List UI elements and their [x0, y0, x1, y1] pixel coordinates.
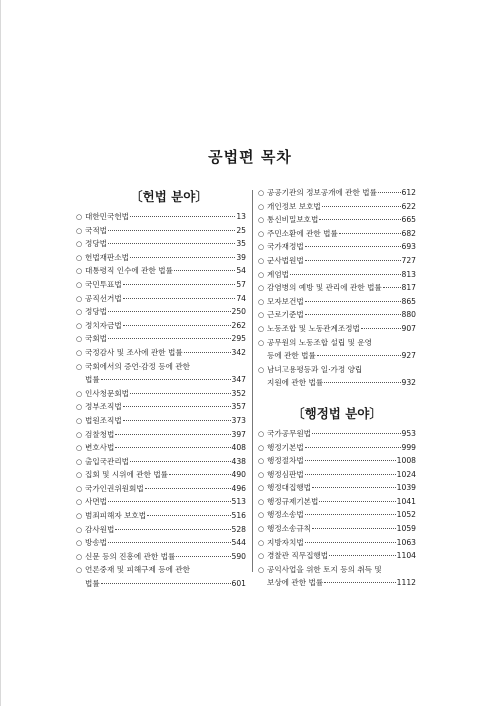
toc-entry-title: 행정대집행법 [267, 483, 312, 493]
toc-entry [76, 536, 246, 550]
bullet-circle-icon: ○ [76, 348, 83, 357]
toc-entry-title: 행정절차법 [267, 456, 304, 466]
toc-entry [258, 481, 416, 495]
bullet-circle-icon: ○ [258, 365, 265, 374]
toc-entry [258, 508, 416, 522]
toc-entry [76, 400, 246, 414]
toc-entry-title: 범죄피해자 보호법 [85, 511, 147, 521]
bullet-circle-icon: ○ [76, 444, 83, 453]
toc-entry [76, 482, 246, 496]
toc-entry-page: 1039 [396, 483, 416, 493]
section-heading-administrative: 〔행정법 분야〕 [292, 405, 382, 421]
dot-leader [305, 460, 396, 461]
toc-entry [76, 278, 246, 292]
page-title: 공법편 목차 [208, 148, 292, 166]
toc-entry-title: 인사청문회법 [85, 388, 130, 398]
toc-entry [76, 210, 246, 224]
bullet-circle-icon: ○ [258, 229, 265, 238]
toc-entry-title: 공직선거법 [85, 293, 122, 303]
toc-entry-title: 출입국관리법 [85, 456, 130, 466]
toc-entry [76, 563, 246, 577]
toc-entry-page: 408 [231, 443, 246, 453]
bullet-circle-icon: ○ [258, 484, 265, 493]
toc-entry [258, 200, 416, 214]
toc-entry-page: 880 [401, 310, 416, 320]
toc-entry-page: 373 [231, 415, 246, 425]
toc-entry [76, 305, 246, 319]
bullet-circle-icon: ○ [258, 443, 265, 452]
toc-entry [76, 251, 246, 265]
dot-leader [108, 338, 230, 339]
bullet-circle-icon: ○ [76, 566, 83, 575]
toc-entry-page: 927 [401, 351, 416, 361]
toc-entry-title: 국적법 [85, 225, 108, 235]
toc-entry-page: 622 [401, 201, 416, 211]
bullet-circle-icon: ○ [258, 216, 265, 225]
toc-entry-title: 사면법 [85, 497, 108, 507]
toc-entry-page: 817 [401, 283, 416, 293]
bullet-circle-icon: ○ [258, 511, 265, 520]
toc-entry-title: 검찰청법 [85, 429, 115, 439]
dot-leader [115, 529, 230, 530]
dot-leader [305, 246, 401, 247]
toc-entry-title: 정부조직법 [85, 402, 122, 412]
bullet-circle-icon: ○ [76, 389, 83, 398]
bullet-circle-icon: ○ [76, 213, 83, 221]
dot-leader [319, 501, 395, 502]
dot-leader [123, 406, 231, 407]
toc-entry-title: 행정소송규칙 [267, 524, 312, 534]
toc-entry [76, 550, 246, 564]
toc-entry-title: 국가공무원법 [267, 428, 312, 438]
column-divider [252, 190, 253, 572]
toc-entry-page: 528 [231, 524, 246, 534]
dot-leader [305, 514, 396, 515]
toc-entry [258, 576, 416, 590]
bullet-circle-icon: ○ [76, 512, 83, 521]
toc-entry-page: 74 [236, 293, 246, 303]
dot-leader [108, 501, 230, 502]
toc-entry-page: 612 [401, 188, 416, 197]
toc-entry [258, 549, 416, 563]
toc-entry [258, 376, 416, 390]
toc-entry-title: 지원에 관한 법률 [267, 378, 324, 388]
dot-leader [130, 461, 230, 462]
bullet-circle-icon: ○ [258, 338, 265, 347]
toc-entry [258, 295, 416, 309]
toc-entry-title: 경찰관 직무집행법 [267, 551, 329, 561]
toc-entry-title: 통신비밀보호법 [267, 215, 319, 225]
toc-entry-title: 정치자금법 [85, 320, 122, 330]
dot-leader [319, 219, 400, 220]
toc-entry-title: 행정소송법 [267, 510, 304, 520]
bullet-circle-icon: ○ [76, 525, 83, 534]
bullet-circle-icon: ○ [258, 538, 265, 547]
toc-entry [258, 468, 416, 482]
toc-entry-title: 국정감사 및 조사에 관한 법률 [85, 347, 183, 357]
toc-entry [258, 213, 416, 227]
toc-entry-title: 계엄법 [267, 269, 290, 279]
toc-entry-title: 언론중재 및 피해구제 등에 관한 [85, 565, 191, 575]
toc-entry-title: 법률 [85, 375, 100, 385]
toc-entry [258, 227, 416, 241]
toc-entry-page: 1052 [396, 510, 416, 520]
toc-entry-title: 국가재정법 [267, 242, 304, 252]
toc-entry-page: 727 [401, 255, 416, 265]
toc-entry-title: 행정기본법 [267, 442, 304, 452]
dot-leader [312, 487, 396, 488]
toc-entry-page: 342 [231, 347, 246, 357]
dot-leader [108, 243, 235, 244]
toc-entry-title: 공공기관의 정보공개에 관한 법률 [267, 188, 377, 197]
toc-entry-page: 25 [236, 225, 246, 235]
bullet-circle-icon: ○ [258, 457, 265, 466]
toc-entry [76, 495, 246, 509]
toc-entry-page: 1104 [396, 551, 416, 561]
toc-entry-title: 대한민국헌법 [85, 212, 130, 221]
bullet-circle-icon: ○ [76, 308, 83, 317]
dot-leader [290, 274, 400, 275]
toc-entry-page: 39 [236, 252, 246, 262]
bullet-circle-icon: ○ [76, 362, 83, 371]
bullet-circle-icon: ○ [258, 311, 265, 320]
bullet-circle-icon: ○ [76, 335, 83, 344]
dot-leader [361, 328, 401, 329]
left-column [76, 186, 246, 591]
toc-entry-page: 262 [231, 320, 246, 330]
toc-entry-title: 신문 등의 진흥에 관한 법률 [85, 551, 176, 561]
bullet-circle-icon: ○ [258, 470, 265, 479]
bullet-circle-icon: ○ [258, 297, 265, 306]
toc-entry-page: 250 [231, 307, 246, 317]
dot-leader [324, 382, 400, 383]
toc-entry [258, 268, 416, 282]
dot-leader [108, 542, 230, 543]
toc-entry-title: 근로기준법 [267, 310, 304, 320]
toc-entry-title: 남녀고용평등과 일·가정 양립 [267, 364, 363, 374]
toc-entry-title: 대통령직 인수에 관한 법률 [85, 266, 173, 276]
toc-entry-title: 감사원법 [85, 524, 115, 534]
toc-entry-page: 357 [231, 402, 246, 412]
toc-entry [258, 336, 416, 350]
bullet-circle-icon: ○ [258, 525, 265, 534]
dot-leader [305, 447, 401, 448]
toc-entry-page: 57 [236, 279, 246, 289]
toc-entry-page: 438 [231, 456, 246, 466]
toc-entry [76, 428, 246, 442]
toc-entry-title: 정당법 [85, 239, 108, 249]
toc-entry [76, 523, 246, 537]
bullet-circle-icon: ○ [76, 416, 83, 425]
bullet-circle-icon: ○ [76, 498, 83, 507]
toc-entry [76, 387, 246, 401]
toc-entry-page: 682 [401, 228, 416, 238]
toc-entry [258, 254, 416, 268]
toc-entry-page: 397 [231, 429, 246, 439]
toc-entry-title: 행정심판법 [267, 469, 304, 479]
toc-entry-page: 1041 [396, 496, 416, 506]
toc-entry [258, 563, 416, 577]
bullet-circle-icon: ○ [258, 324, 265, 333]
dot-leader [305, 260, 401, 261]
bullet-circle-icon: ○ [258, 256, 265, 265]
toc-entry-title: 공익사업을 위한 토지 등의 취득 및 [267, 564, 382, 574]
toc-list-administrative [258, 427, 416, 590]
section-heading-constitutional: 〔헌법 분야〕 [130, 189, 208, 204]
bullet-circle-icon: ○ [258, 552, 265, 561]
toc-entry-page: 295 [231, 334, 246, 344]
dot-leader [115, 434, 230, 435]
toc-entry-page: 953 [401, 428, 416, 438]
toc-entry-title: 보상에 관한 법률 [267, 578, 324, 588]
bullet-circle-icon: ○ [258, 429, 265, 438]
dot-leader [305, 301, 401, 302]
toc-entry-title: 국회에서의 증언·감정 등에 관한 [85, 361, 191, 371]
toc-list-constitutional [76, 210, 246, 591]
toc-entry-title: 변호사법 [85, 443, 115, 453]
toc-entry [76, 414, 246, 428]
dot-leader [174, 270, 235, 271]
toc-entry [258, 322, 416, 336]
toc-entry [76, 224, 246, 238]
dot-leader [130, 216, 235, 217]
dot-leader [312, 528, 396, 529]
dot-leader [317, 355, 401, 356]
bullet-circle-icon: ○ [258, 270, 265, 279]
toc-entry-page: 490 [231, 470, 246, 480]
toc-entry [76, 577, 246, 591]
toc-entry-title: 법률 [85, 579, 100, 589]
dot-leader [108, 311, 230, 312]
dot-leader [147, 515, 230, 516]
dot-leader [123, 284, 236, 285]
toc-entry [258, 454, 416, 468]
toc-entry [258, 281, 416, 295]
dot-leader [305, 474, 396, 475]
toc-entry-page: 516 [231, 511, 246, 521]
toc-entry [258, 186, 416, 200]
bullet-circle-icon: ○ [76, 539, 83, 548]
toc-entry-title: 노동조합 및 노동관계조정법 [267, 323, 360, 333]
toc-entry [76, 441, 246, 455]
dot-leader [329, 555, 396, 556]
dot-leader [339, 233, 401, 234]
toc-entry-page: 35 [236, 239, 246, 249]
toc-entry-page: 13 [236, 212, 246, 221]
toc-entry-title: 헌법재판소법 [85, 252, 130, 262]
dot-leader [169, 474, 230, 475]
toc-entry-page: 907 [401, 323, 416, 333]
dot-leader [115, 447, 230, 448]
toc-entry-title: 행정규제기본법 [267, 496, 319, 506]
toc-entry-page: 590 [231, 551, 246, 561]
dot-leader [101, 583, 231, 584]
toc-entry-page: 665 [401, 215, 416, 225]
toc-entry [76, 319, 246, 333]
bullet-circle-icon: ○ [76, 403, 83, 412]
bullet-circle-icon: ○ [76, 552, 83, 561]
bullet-circle-icon: ○ [76, 226, 83, 235]
toc-entry-page: 496 [231, 483, 246, 493]
toc-entry [258, 349, 416, 363]
bullet-circle-icon: ○ [258, 202, 265, 211]
toc-entry [76, 264, 246, 278]
bullet-circle-icon: ○ [258, 497, 265, 506]
toc-entry-title: 지방자치법 [267, 537, 304, 547]
toc-entry-title: 국회법 [85, 334, 108, 344]
bullet-circle-icon: ○ [76, 267, 83, 276]
bullet-circle-icon: ○ [76, 240, 83, 249]
dot-leader [145, 488, 231, 489]
toc-entry-page: 352 [231, 388, 246, 398]
toc-entry-title: 모자보건법 [267, 296, 304, 306]
toc-entry-page: 693 [401, 242, 416, 252]
toc-entry [258, 240, 416, 254]
toc-entry-page: 865 [401, 296, 416, 306]
dot-leader [184, 352, 231, 353]
dot-leader [101, 379, 231, 380]
toc-entry [76, 360, 246, 374]
toc-entry [258, 363, 416, 377]
toc-entry [76, 346, 246, 360]
toc-entry-title: 군사법원법 [267, 255, 304, 265]
toc-entry-page: 1059 [396, 524, 416, 534]
toc-entry-page: 601 [231, 579, 246, 589]
dot-leader [123, 298, 236, 299]
bullet-circle-icon: ○ [76, 294, 83, 303]
dot-leader [123, 420, 231, 421]
dot-leader [305, 314, 401, 315]
toc-entry [76, 373, 246, 387]
toc-entry-title: 국가인권위원회법 [85, 483, 144, 493]
dot-leader [312, 433, 400, 434]
bullet-circle-icon: ○ [258, 189, 265, 197]
dot-leader [305, 542, 396, 543]
toc-entry-page: 1008 [396, 456, 416, 466]
dot-leader [123, 325, 231, 326]
toc-entry [258, 522, 416, 536]
bullet-circle-icon: ○ [76, 280, 83, 289]
right-column [258, 186, 416, 590]
toc-entry-title: 방송법 [85, 538, 108, 548]
toc-entry-page: 544 [231, 538, 246, 548]
toc-entry-title: 법원조직법 [85, 415, 122, 425]
bullet-circle-icon: ○ [76, 484, 83, 493]
toc-entry [76, 292, 246, 306]
bullet-circle-icon: ○ [258, 243, 265, 252]
toc-entry [258, 308, 416, 322]
bullet-circle-icon: ○ [258, 284, 265, 293]
toc-entry-page: 813 [401, 269, 416, 279]
toc-entry-title: 주민소환에 관한 법률 [267, 228, 338, 238]
dot-leader [130, 257, 235, 258]
bullet-circle-icon: ○ [76, 430, 83, 439]
toc-entry [258, 427, 416, 441]
toc-entry-title: 개인정보 보호법 [267, 201, 321, 211]
toc-entry-page: 347 [231, 375, 246, 385]
dot-leader [322, 206, 401, 207]
toc-entry-page: 1063 [396, 537, 416, 547]
toc-entry [258, 441, 416, 455]
toc-entry-page: 932 [401, 378, 416, 388]
toc-list-constitutional-continued [258, 186, 416, 390]
toc-entry-title: 집회 및 시위에 관한 법률 [85, 470, 169, 480]
toc-entry-title: 정당법 [85, 307, 108, 317]
dot-leader [324, 582, 395, 583]
dot-leader [108, 230, 235, 231]
toc-entry [76, 332, 246, 346]
bullet-circle-icon: ○ [258, 565, 265, 574]
toc-entry-page: 1024 [396, 469, 416, 479]
bullet-circle-icon: ○ [76, 253, 83, 262]
toc-entry [76, 455, 246, 469]
toc-entry-title: 공무원의 노동조합 설립 및 운영 [267, 337, 373, 347]
toc-entry [76, 509, 246, 523]
toc-entry-page: 54 [236, 266, 246, 276]
bullet-circle-icon: ○ [76, 471, 83, 480]
dot-leader [130, 393, 230, 394]
toc-entry-title: 국민투표법 [85, 279, 122, 289]
toc-entry-title: 감염병의 예방 및 관리에 관한 법률 [267, 283, 382, 293]
toc-entry-title: 등에 관한 법률 [267, 351, 316, 361]
toc-entry [258, 536, 416, 550]
toc-entry-page: 1112 [396, 578, 416, 588]
dot-leader [176, 556, 230, 557]
toc-entry [76, 237, 246, 251]
bullet-circle-icon: ○ [76, 457, 83, 466]
dot-leader [383, 287, 401, 288]
toc-entry-page: 513 [231, 497, 246, 507]
bullet-circle-icon: ○ [76, 321, 83, 330]
toc-entry-page: 999 [401, 442, 416, 452]
page-edge [0, 0, 1, 706]
toc-entry [258, 495, 416, 509]
dot-leader [378, 192, 401, 193]
toc-entry [76, 468, 246, 482]
